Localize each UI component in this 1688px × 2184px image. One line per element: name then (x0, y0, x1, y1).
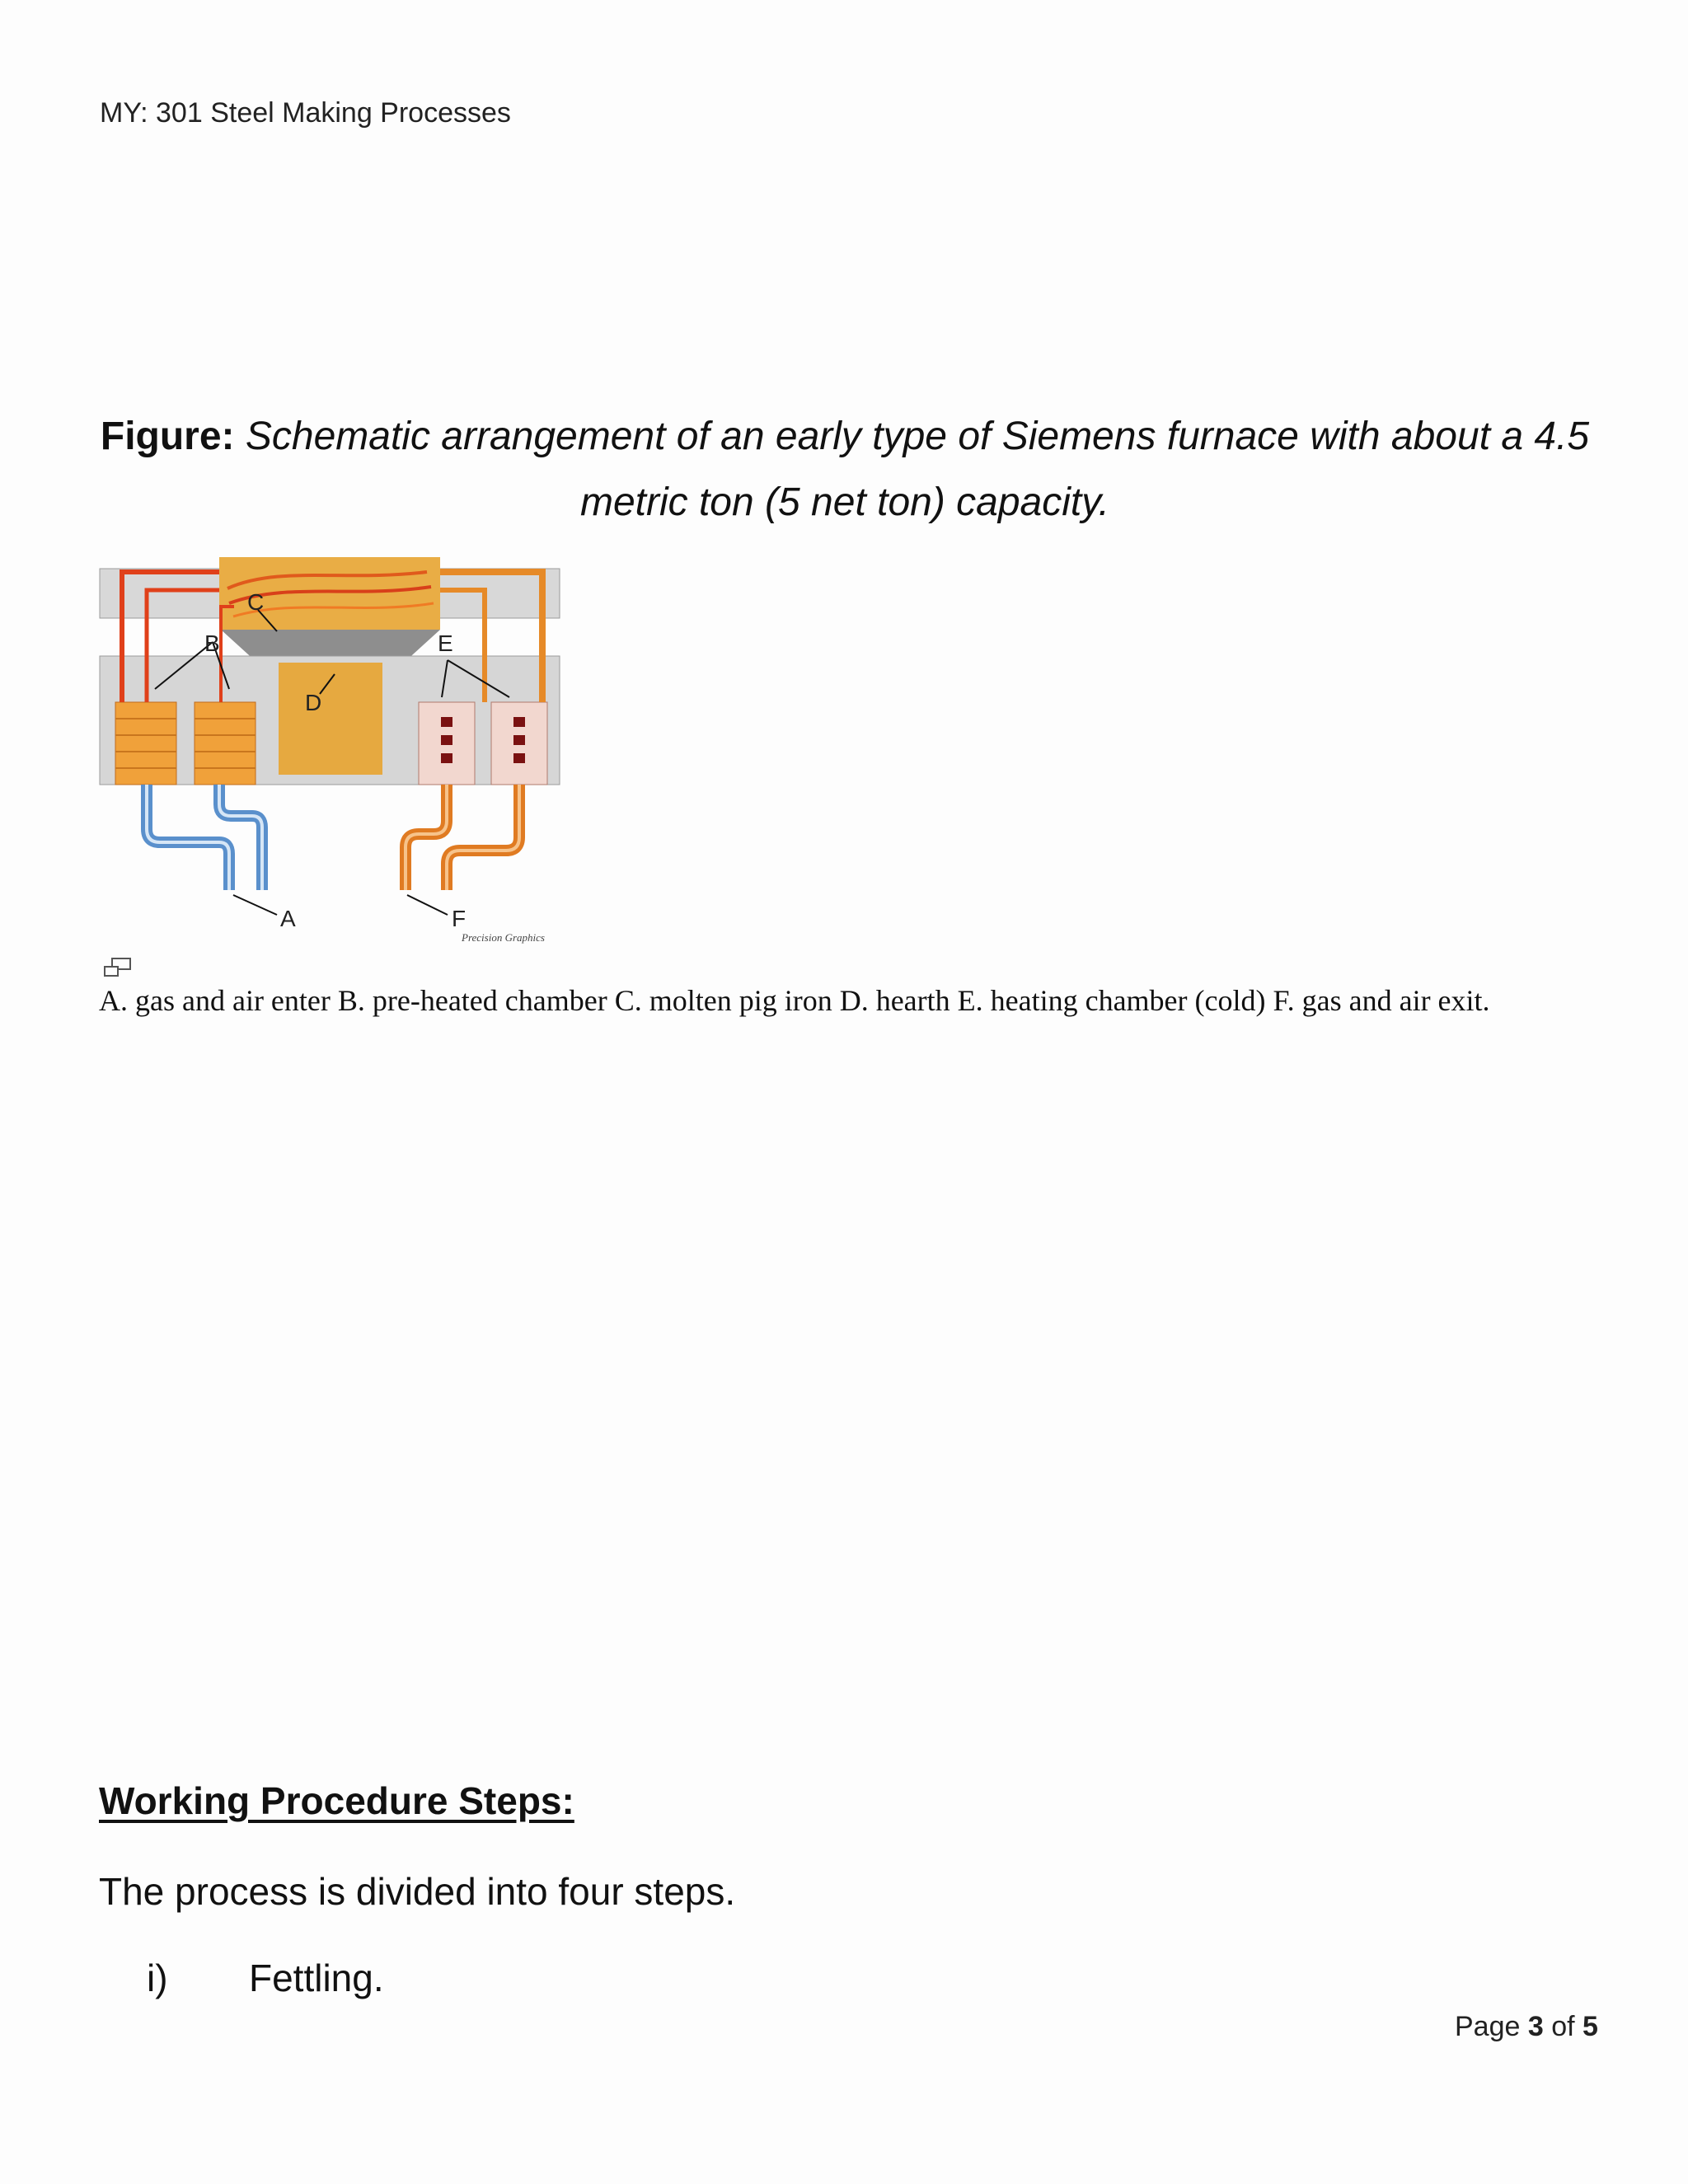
list-item (147, 1956, 384, 2000)
regenerator-left-2 (195, 702, 256, 785)
list-item-text: Fettling. (249, 1957, 384, 1999)
page-of: of (1551, 2011, 1575, 2042)
outlet-pipe-left (406, 785, 447, 890)
outlet-pipe-right (447, 785, 519, 890)
diagram-label-a: A (280, 906, 296, 931)
regenerator-left-1 (115, 702, 176, 785)
figure-caption (99, 404, 1591, 536)
diagram-label-d: D (305, 690, 322, 715)
section-intro: The process is divided into four steps. (99, 1870, 736, 1913)
diagram-credit: Precision Graphics (462, 931, 545, 944)
embedded-link-icon[interactable] (102, 956, 134, 979)
page-prefix: Page (1455, 2011, 1521, 2042)
siemens-furnace-diagram (97, 557, 564, 949)
diagram-label-e: E (438, 630, 453, 656)
figure-legend: A. gas and air enter B. pre-heated chamber C. molten pig iron D. hearth E. heating chamber (cold) F. gas and air exit. (99, 984, 1490, 1017)
diagram-label-f: F (452, 906, 467, 931)
diagram-label-b: B (204, 630, 220, 656)
diagram-label-c: C (247, 589, 265, 615)
total-pages: 5 (1582, 2011, 1598, 2042)
current-page: 3 (1527, 2011, 1544, 2042)
section-heading: Working Procedure Steps: (99, 1779, 574, 1822)
figure-label: Figure: (100, 415, 235, 458)
page-header: MY: 301 Steel Making Processes (100, 97, 511, 129)
page-number (1455, 2011, 1598, 2043)
list-item-number: i) (147, 1957, 168, 1999)
figure-caption-text: Schematic arrangement of an early type of Siemens furnace with about a 4.5 metric ton (5 net ton) capacity. (245, 415, 1590, 524)
